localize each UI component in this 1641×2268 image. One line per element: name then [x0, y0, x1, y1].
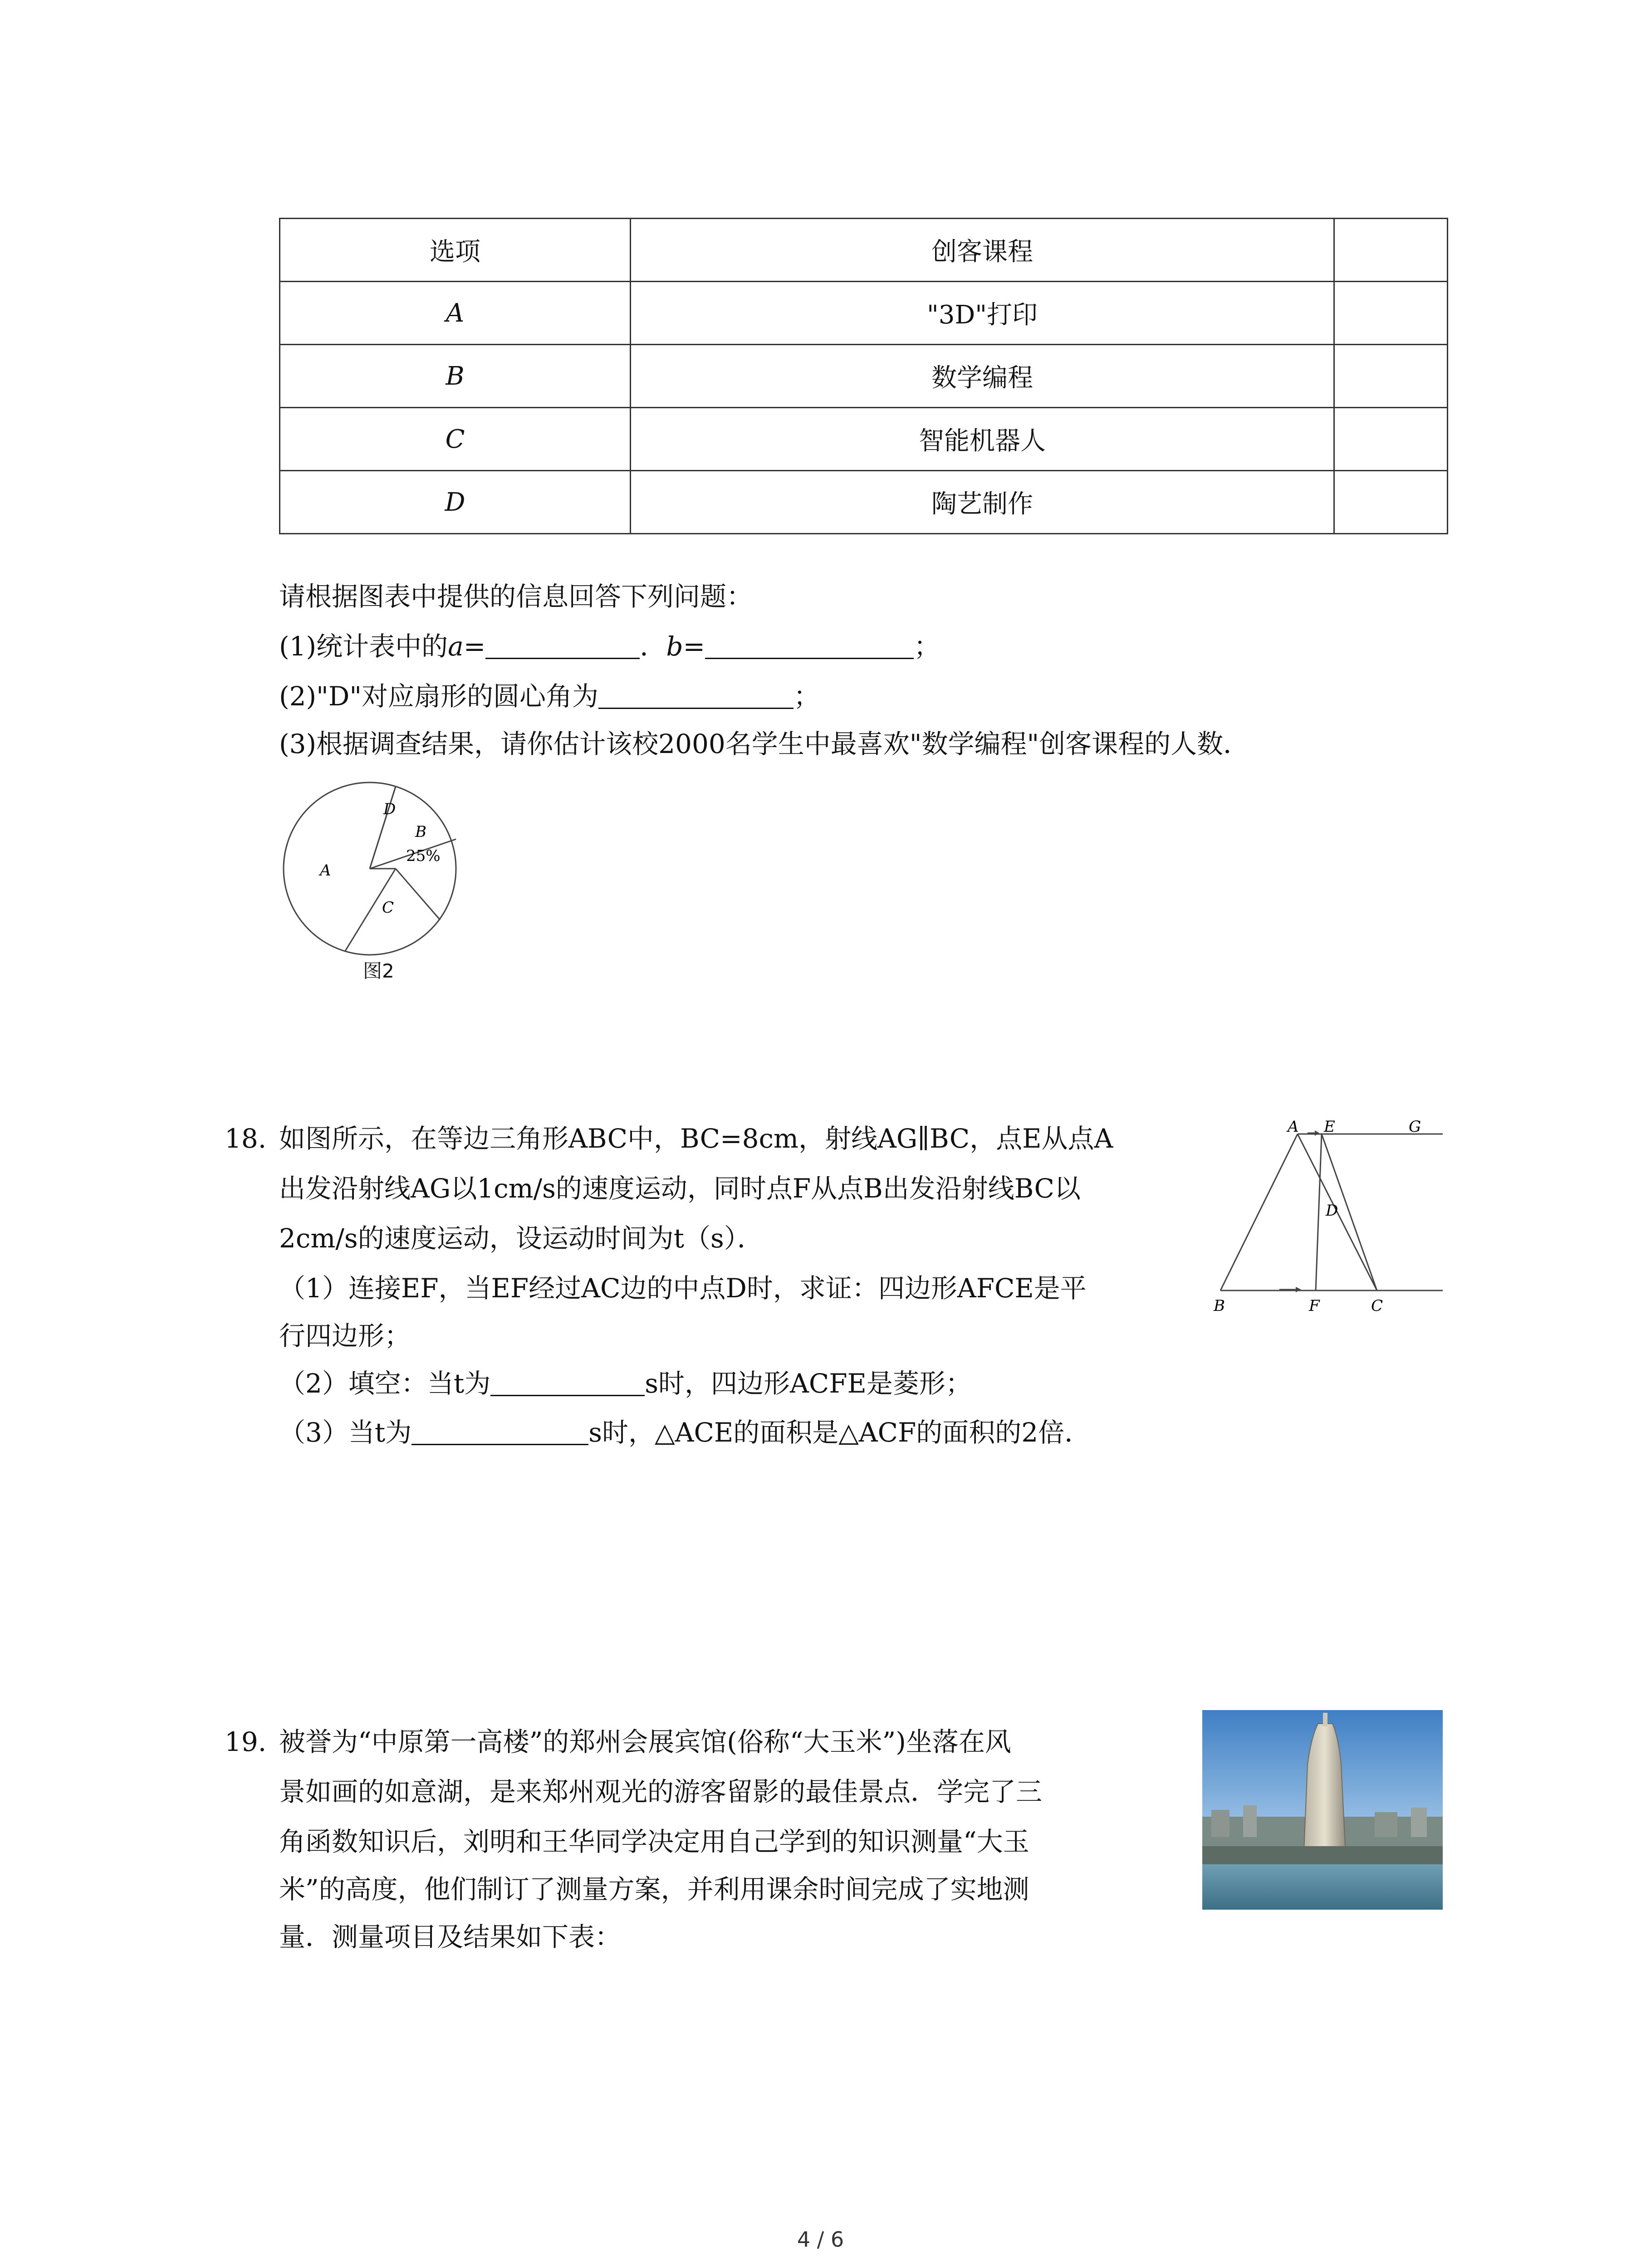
label-g: G	[1409, 1118, 1421, 1136]
q18-line6-tail: s时，四边形ACFE是菱形；	[645, 1368, 972, 1399]
pie-caption: 图2	[363, 960, 394, 982]
pie-label-b: B	[415, 823, 426, 841]
table-row	[280, 408, 1448, 471]
count-cell	[1334, 408, 1448, 471]
label-a: A	[1288, 1118, 1299, 1136]
q18-line3: 2cm/s的速度运动，设运动时间为t（s）．	[279, 1223, 764, 1254]
pie-label-c: C	[382, 899, 394, 917]
tower-spire	[1323, 1713, 1327, 1726]
course-cell: 陶艺制作	[631, 471, 1334, 534]
header-count	[1334, 219, 1448, 282]
tower-photo	[1202, 1710, 1443, 1910]
answer-blank-b	[705, 630, 914, 659]
pie-divider-ad	[370, 787, 396, 869]
pie-label-a: A	[320, 861, 331, 880]
option-cell: C	[280, 408, 631, 471]
count-cell	[1334, 345, 1448, 408]
table-row	[280, 471, 1448, 534]
page-number: 4 / 6	[797, 2227, 844, 2252]
answer-blank-area	[411, 1416, 588, 1445]
q18-line1: 如图所示，在等边三角形ABC中，BC=8cm，射线AG∥BC，点E从点A	[279, 1123, 1113, 1154]
q17-part3: (3)根据调查结果，请你估计该校2000名学生中最喜欢"数学编程"创客课程的人数．	[279, 728, 1250, 759]
q18-line7-tail: s时，△ACE的面积是△ACF的面积的2倍．	[588, 1417, 1091, 1448]
q17-part1-text: (1)统计表中的	[279, 631, 448, 662]
q18-line4: （1）连接EF，当EF经过AC边的中点D时，求证：四边形AFCE是平	[279, 1273, 1087, 1304]
equals-sign: =	[463, 631, 486, 662]
pie-label-b-percent: 25%	[406, 847, 441, 865]
q17-part2	[279, 678, 820, 714]
arrow-e-icon	[1315, 1130, 1319, 1136]
count-cell	[1334, 282, 1448, 345]
building	[1243, 1805, 1257, 1837]
course-cell: 数学编程	[631, 345, 1334, 408]
header-option: 选项	[280, 219, 631, 282]
header-course: 创客课程	[631, 219, 1334, 282]
table-header-row	[280, 219, 1448, 282]
q19-line1: 被誉为“中原第一高楼”的郑州会展宾馆(俗称“大玉米”)坐落在风	[279, 1726, 1011, 1757]
q18-number: 18.	[225, 1123, 267, 1154]
q19-line3: 角函数知识后，刘明和王华同学决定用自己学到的知识测量“大玉	[279, 1826, 1029, 1857]
course-table	[279, 218, 1448, 534]
label-c: C	[1371, 1297, 1383, 1315]
q18-line7	[279, 1414, 1091, 1451]
building	[1411, 1808, 1427, 1837]
segment-ef	[1316, 1134, 1322, 1290]
q18-line2: 出发沿射线AG以1cm/s的速度运动，同时点F从点B出发沿射线BC以	[279, 1173, 1081, 1204]
shoreline	[1202, 1846, 1443, 1864]
option-cell: D	[280, 471, 631, 534]
answer-blank-angle	[598, 679, 794, 709]
equals-sign: =	[683, 631, 705, 662]
course-cell: 智能机器人	[631, 408, 1334, 471]
q18-line6	[279, 1365, 972, 1402]
option-cell: B	[280, 345, 631, 408]
q18-line5: 行四边形；	[279, 1320, 411, 1351]
count-cell	[1334, 471, 1448, 534]
arrow-f-icon	[1296, 1287, 1301, 1292]
lake	[1202, 1864, 1443, 1910]
var-a: a	[448, 631, 464, 662]
q18-line7-text: （3）当t为	[279, 1417, 412, 1448]
q19-line2: 景如画的如意湖，是来郑州观光的游客留影的最佳景点．学完了三	[279, 1776, 1043, 1807]
separator: ．	[640, 631, 666, 662]
label-f: F	[1309, 1297, 1320, 1315]
option-cell: A	[280, 282, 631, 345]
answer-blank-a	[485, 630, 640, 659]
q19-number: 19.	[225, 1726, 267, 1757]
label-d: D	[1326, 1202, 1338, 1220]
var-b: b	[666, 631, 683, 662]
label-b: B	[1214, 1297, 1225, 1315]
end-mark: ；	[794, 681, 820, 712]
q19-line5: 量．测量项目及结果如下表：	[279, 1921, 622, 1952]
pie-label-d: D	[383, 800, 396, 818]
label-e: E	[1324, 1118, 1335, 1136]
end-mark: ；	[914, 631, 941, 662]
pie-divider-c	[396, 869, 440, 920]
q19-line4: 米”的高度，他们制订了测量方案，并利用课余时间完成了实地测	[279, 1874, 1029, 1905]
q17-part2-text: (2)"D"对应扇形的圆心角为	[279, 681, 599, 712]
table-row	[280, 345, 1448, 408]
q17-intro: 请根据图表中提供的信息回答下列问题：	[279, 581, 753, 612]
geometry-figure	[1207, 1107, 1452, 1315]
building	[1375, 1812, 1397, 1837]
answer-blank-rhombus	[490, 1367, 645, 1396]
q17-part1	[279, 628, 940, 665]
q18-line6-text: （2）填空：当t为	[279, 1368, 491, 1399]
table-row	[280, 282, 1448, 345]
building	[1211, 1810, 1230, 1837]
segment-ab	[1220, 1134, 1298, 1290]
course-cell: "3D"打印	[631, 282, 1334, 345]
